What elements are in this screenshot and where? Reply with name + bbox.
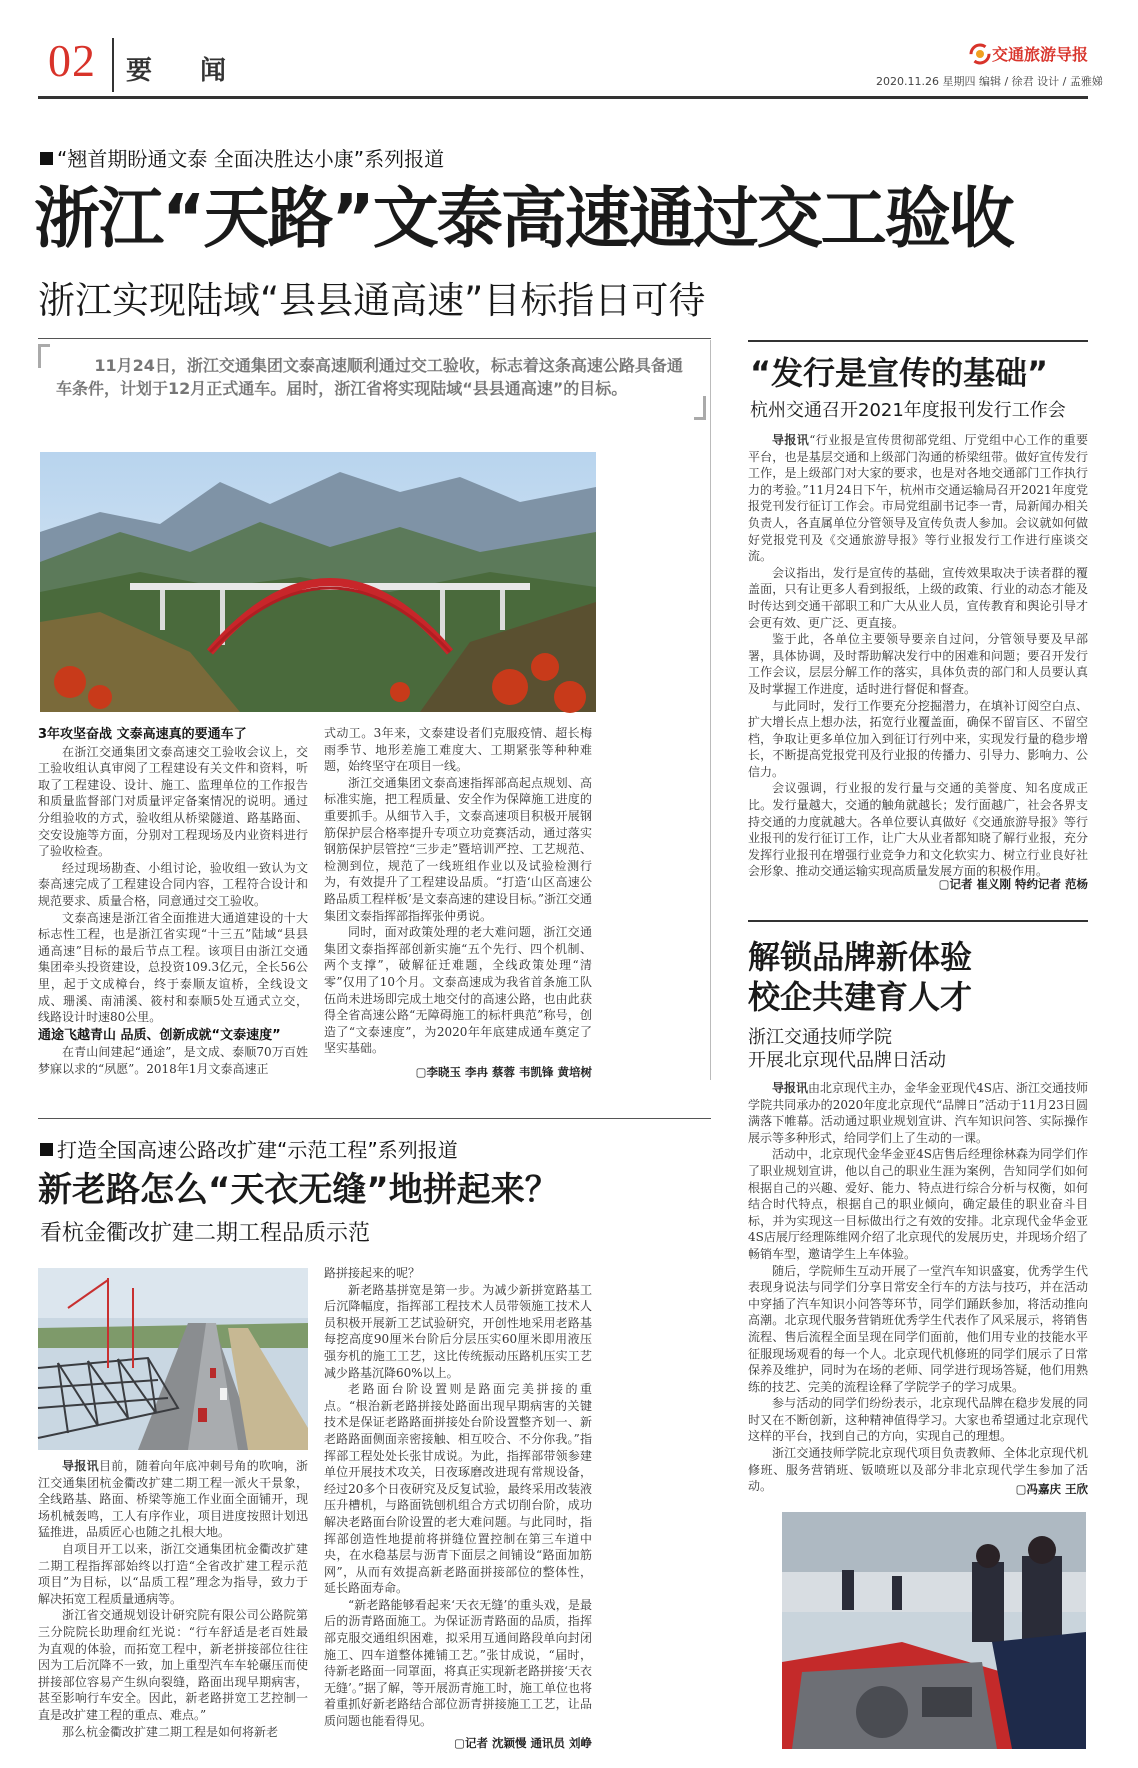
main-subheadline: 浙江实现陆域“县县通高速”目标指日可待 (38, 279, 706, 322)
lead-paragraph (748, 1080, 1088, 1146)
brand-name: 交通旅游导报 (992, 45, 1089, 64)
paragraph: 式动工。3年来，文泰建设者们克服疫情、超长梅雨季节、地形差施工难度大、工期紧张等种种难题，始终坚守在项目一线。 (324, 726, 592, 774)
story4-subheadline-line2: 开展北京现代品牌日活动 (748, 1050, 946, 1071)
section-title: 要闻 (126, 56, 275, 86)
dateline: 导报讯 (772, 433, 810, 447)
story2-headline: 新老路怎么“天衣无缝”地拼起来？ (38, 1170, 559, 1210)
paragraph: 同时，面对政策处理的老大难问题，浙江交通集团文泰指挥部创新实施“五个先行、四个机制、两个支撑”，破解征迁难题，全线政策处理“清零”仅用了10个月。文泰高速成为我省首条施工队伍尚未进场即完成土地交付的高速公路，也由此获得全省高速公路“无障碍施工的标杆典范”称号，创造了“文泰速度”，为2020年年底建成通车奠定了坚实基础。 (324, 925, 592, 1056)
lead-text: 目前，随着向年底冲刺号角的吹响，浙江交通集团杭金衢改扩建二期工程一派火干景象，全线路基、路面、桥梁等施工作业面全面铺开，现场机械轰鸣，工人有序作业，项目进度按照计划迅猛推进，品质匠心也随之扎根大地。 (38, 1459, 308, 1540)
lead-text: “行业报是宣传贯彻部党组、厅党组中心工作的重要平台，也是基层交通和上级部门沟通的桥梁纽带。做好宣传发行工作，是上级部门对大家的要求，也是对各地交通部门工作执行力的考验。”11月24日下午，杭州市交通运输局召开2021年度党报党刊发行征订工作会。市局党组副书记李一青，局新闻办相关负责人，各直属单位分管领导及宣传负责人参加。会议就如何做好党报党刊及《交通旅游导报》等行业报发行工作进行座谈交流。 (748, 433, 1088, 564)
paragraph: 鉴于此，各单位主要领导要亲自过问，分管领导要及早部署，具体协调，及时帮助解决发行中的困难和问题；要召开发行工作会议，层层分解工作的落实，具体负责的部门和人员要认真及时掌握工作进度，适时进行督促和督查。 (748, 632, 1088, 696)
paragraph: 新老路基拼宽是第一步。为减少新拼宽路基工后沉降幅度，指挥部工程技术人员带领施工技术人员积极开展新工艺试验研究，开创性地采用老路基每挖高度90厘米台阶后分层压实60厘米即用液压强夯机的施工工艺，这比传统振动压路机压实工艺减少路基沉降60%以上。 (324, 1282, 592, 1380)
story1-byline: ▢李晓玉 李冉 蔡蓉 韦凯锋 黄培树 (415, 1065, 592, 1079)
paragraph: 路拼接起来的呢？ (324, 1266, 421, 1280)
photo-highway-widening (38, 1268, 308, 1450)
subhead: 3年攻坚奋战 文泰高速真的要通车了 (38, 727, 247, 742)
paragraph: 与此同时，发行工作要充分挖掘潜力，在填补订阅空白点、扩大增长点上想办法，拓宽行业覆盖面，确保不留盲区、不留空档，争取让更多单位加入到征订行列中来，实现发行量的稳步增长，不断提高党报党刊及行业报的传播力、引导力、影响力、公信力。 (748, 698, 1088, 779)
series-label: “翘首期盼通文泰 全面决胜达小康”系列报道 (40, 143, 444, 172)
paragraph: 在浙江交通集团文泰高速交工验收会议上，交工验收组认真审阅了工程建设有关文件和资料，听取了工程建设、设计、施工、监理单位的工作报告和质量监督部门对质量评定备案情况的说明。通过分组验收的方式，验收组从桥梁隧道、路基路面、交安设施等方面，分别对工程现场及内业资料进行了验收检查。 (38, 744, 308, 859)
lead-paragraph (748, 432, 1088, 565)
story3-headline: “发行是宣传的基础” (750, 354, 1049, 392)
header-rule (38, 96, 1088, 99)
story1-column-1 (38, 725, 308, 1076)
lead-text: 由北京现代主办，金华金亚现代4S店、浙江交通技师学院共同承办的2020年度北京现代“品牌日”活动于11月23日圆满落下帷幕。活动通过职业规划宣讲、汽车知识问答、实际操作展示等多种形式，给同学们上了生动的一课。 (748, 1081, 1088, 1145)
story2-column-2 (324, 1265, 592, 1733)
story3-rule (748, 340, 1088, 342)
story3-byline: ▢记者 崔义刚 特约记者 范杨 (938, 877, 1088, 891)
story3-subheadline: 杭州交通召开2021年度报刊发行工作会 (750, 400, 1066, 421)
story4-headline-line2: 校企共建育人才 (748, 978, 973, 1016)
story2-top-rule (38, 1118, 711, 1119)
paragraph: 经过现场勘查、小组讨论，验收组一致认为文泰高速完成了工程建设合同内容，工程符合设计和规范要求、质量合格，同意通过交工验收。 (38, 860, 308, 908)
story1-column-2 (324, 725, 592, 1063)
column-divider (710, 340, 711, 1080)
paragraph: 浙江省交通规划设计研究院有限公司公路院第三分院院长助理俞红光说：“行车舒适是老百姓最为直观的体验，而拓宽工程中，新老拼接部位往往因为工后沉降不一致，加上重型汽车车轮碾压而使拼接部位容易产生纵向裂缝，路面出现早期病害，甚至影响行车安全。因此，新老路拼宽工艺控制一直是改扩建工程的重点、难点。” (38, 1608, 308, 1722)
paragraph: “新老路能够看起来‘天衣无缝’的重头戏，是最后的沥青路面施工。为保证沥青路面的品质，指挥部克服交通组织困难，拟采用互通间路段单向封闭施工、四车道整体摊铺工艺。”张甘成说，“届时，待新老路面一同罩面，将真正实现新老路拼接‘天衣无缝’。”据了解，等开展沥青施工时，施工单位也将着重抓好新老路结合部位沥青拼接施工工艺，让品质问题也能看得见。 (324, 1597, 592, 1729)
paragraph: 浙江交通集团文泰高速指挥部高起点规划、高标准实施，把工程质量、安全作为保障施工进度的重要抓手。从细节入手，文泰高速项目积极开展钢筋保护层合格率提升专项立功竞赛活动，通过落实钢筋保护层管控“三步走”暨培训严控、工艺规范、检测到位，规范了一线班组作业以及试验检测行为，有效提升了工程建设品质。“打造‘山区高速公路品质工程样板’是文泰高速的建设目标。”浙江交通集团文泰指挥部指挥张仲勇说。 (324, 775, 592, 923)
paragraph: 参与活动的同学们纷纷表示，北京现代品牌在稳步发展的同时又在不断创新，这种精神值得学习。大家也希望通过北京现代这样的平台，找到自己的方向，实现自己的理想。 (748, 1396, 1088, 1444)
dateline: 导报讯 (772, 1081, 809, 1095)
story4-rule (748, 920, 1088, 922)
square-bullet-icon (40, 1143, 53, 1156)
paragraph: 浙江交通技师学院北京现代项目负责教师、全体北京现代机修班、服务营销班、钣喷班以及部分非北京现代学生参加了活动。 (748, 1446, 1088, 1494)
dateline: 导报讯 (62, 1459, 99, 1473)
swirl-logo-icon (970, 44, 990, 64)
paragraph: 会议强调，行业报的发行量与交通的美誉度、知名度成正比。发行量越大，交通的触角就越长；发行面越广，社会各界支持交通的力度就越大。各单位要认真做好《交通旅游导报》等行业报刊的发行征订工作，让广大从业者都知晓了解行业报，充分发挥行业报刊在增强行业竞争力和文化软实力、树立行业良好社会形象、推动交通运输实现高质量发展方面的积极作用。 (748, 781, 1088, 879)
story4-headline-line1: 解锁品牌新体验 (748, 938, 973, 976)
main-headline: 浙江“天路”文泰高速通过交工验收 (34, 180, 1013, 257)
lead-paragraph (38, 1458, 308, 1541)
story2-byline: ▢记者 沈颖慢 通讯员 刘峥 (454, 1736, 592, 1750)
paragraph: 活动中，北京现代金华金亚4S店售后经理徐林森为同学们作了职业规划宣讲，他以自己的职业生涯为案例，告知同学们如何根据自己的兴趣、爱好、能力、特点进行综合分析与权衡，如何结合时代特点，根据自己的职业倾向，确定最佳的职业奋斗目标，并为实现这一目标做出行之有效的安排。北京现代金华金亚4S店展厅经理陈维网介绍了北京现代的发展历史，并现场介绍了畅销车型，邀请学生上车体验。 (748, 1147, 1088, 1261)
paragraph: 老路面台阶设置则是路面完美拼接的重点。“根治新老路拼接处路面出现早期病害的关键技术是保证老路路面拼接处台阶设置整齐划一、新老路路面侧面亲密接触、相互咬合、不分你我。”指挥部工程处处长张甘成说。为此，指挥部带领参建单位开展技术攻关，日夜琢磨改进现有常规设备，经过20多个日夜研究及反复试验，最终采用改装液压升槽机，与路面铣刨机组合方式切削台阶，成功解决老路面台阶设置的老大难问题。与此同时，指挥部创造性地提前将拼缝位置控制在第三车道中央，在水稳基层与沥青下面层之间铺设“路面加筋网”，从而有效提高新老路面拼接部位的整体性，延长路面寿命。 (324, 1382, 592, 1596)
paragraph: 文泰高速是浙江省全面推进大通道建设的十大标志性工程，也是浙江省实现“十三五”陆域“县县通高速”目标的最后节点工程。该项目由浙江交通集团牵头投资建设，总投资109.3亿元，全长56公里，起于文成樟台，终于泰顺友谊桥，全线设文成、珊溪、南浦溪、筱村和泰顺5处互通式立交，线路设计时速80公里。 (38, 910, 308, 1025)
story2-series-label: 打造全国高速公路改扩建“示范工程”系列报道 (40, 1134, 458, 1163)
paragraph: 自项目开工以来，浙江交通集团杭金衢改扩建二期工程指挥部始终以打造“全省改扩建工程示范项目”为目标，以“品质工程”理念为指导，致力于解决拓宽工程质量通病等。 (38, 1541, 308, 1606)
lead-rule (38, 338, 711, 339)
story4-subheadline-line1: 浙江交通技师学院 (748, 1027, 892, 1048)
story4-byline: ▢冯嘉庆 王欣 (1015, 1482, 1088, 1496)
photo-bridge-mountains (40, 452, 596, 712)
square-bullet-icon (40, 152, 53, 165)
photo-students-engine (782, 1512, 1086, 1749)
story-lead: 11月24日，浙江交通集团文泰高速顺利通过交工验收，标志着这条高速公路具备通车条件，计划于12月正式通车。届时，浙江省将实现陆域“县县通高速”的目标。 (56, 356, 683, 398)
header-divider (112, 38, 114, 92)
page-number: 02 (48, 35, 96, 86)
story2-subheadline: 看杭金衢改扩建二期工程品质示范 (40, 1221, 371, 1246)
story2-column-1 (38, 1458, 308, 1745)
paragraph: 那么杭金衢改扩建二期工程是如何将新老 (62, 1724, 279, 1739)
paragraph: 在青山间建起“通途”，是文成、泰顺70万百姓梦寐以求的“夙愿”。2018年1月文泰高速正 (38, 1045, 308, 1076)
subhead: 通途飞越青山 品质、创新成就“文泰速度” (38, 1027, 281, 1043)
paragraph: 会议指出，发行是宣传的基础，宣传效果取决于读者群的覆盖面，只有让更多人看到报纸，上级的政策、行业的动态才能及时传达到交通干部职工和广大从业人员，宣传教育和舆论引导才会更有效、更广泛、更直接。 (748, 565, 1088, 630)
story3-body (748, 432, 1088, 879)
edition-info: 2020.11.26 星期四 编辑 / 徐君 设计 / 孟雅娣 (876, 75, 1103, 88)
paragraph: 随后，学院师生互动开展了一堂汽车知识盛宴，优秀学生代表现身说法与同学们分享日常安全行车的方法与技巧，并在活动中穿插了汽车知识小问答等环节，同学们踊跃参加，将活动推向高潮。北京现代服务营销班优秀学生代表作了风采展示，将销售流程、售后流程全面呈现在同学们面前，他们用专业的技能水平征服现场观看的每一个人。北京现代机修班的同学们展示了日常保养及维护，同时为在场的老师、同学进行现场答疑，他们用熟练的技艺、完美的流程诠释了学院学子的学习成果。 (748, 1263, 1088, 1394)
